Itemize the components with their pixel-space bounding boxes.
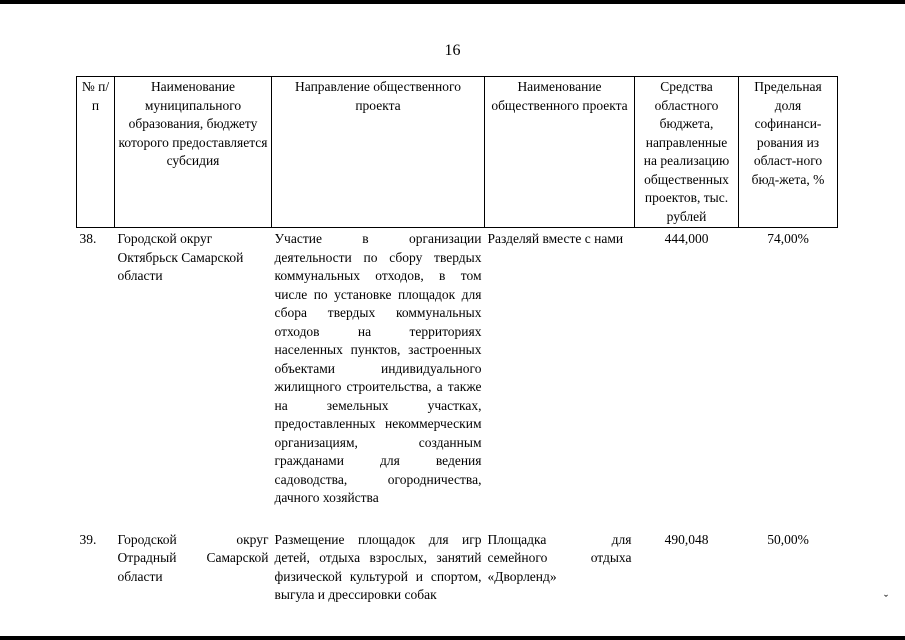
- row-municipality: Городской округ Октябрьск Самарской области: [117, 231, 244, 283]
- row-project: Разделяй вместе с нами: [487, 231, 624, 246]
- subsidy-table: [76, 76, 838, 606]
- row-share: 74,00%: [767, 231, 809, 246]
- row-number: 38.: [79, 231, 97, 246]
- row-project: Площадка для семейного отдыха «Дворленд»: [487, 531, 632, 584]
- bottom-border: [0, 636, 905, 640]
- row-number: 39.: [79, 531, 97, 547]
- table-header-row: [77, 77, 838, 228]
- row-funds: 490,048: [664, 531, 709, 547]
- header-funds: Средства областного бюджета, направленные на реализацию общественных проектов, тыс. рублей: [635, 77, 739, 228]
- table-row: [77, 530, 838, 606]
- header-number: № п/п: [77, 77, 115, 228]
- row-share: 50,00%: [767, 531, 809, 547]
- top-border: [0, 0, 905, 4]
- header-share: Предельная доля софинанси-рования из област-ного бюд-жета, %: [739, 77, 838, 228]
- scan-speck: ˇ: [884, 592, 888, 606]
- row-direction: Размещение площадок для игр детей, отдыха взрослых, занятий физической культурой и спортом, выгула и дрессировки собак: [274, 531, 482, 602]
- row-municipality: Городской округ Отрадный Самарской области: [117, 531, 269, 584]
- header-direction: Направление общественного проекта: [272, 77, 485, 228]
- page-number: 16: [444, 42, 461, 59]
- table-row: [77, 228, 838, 530]
- header-project: Наименование общественного проекта: [485, 77, 635, 228]
- row-direction: Участие в организации деятельности по сбору твердых коммунальных отходов, в том числе по установке площадок для сбора твердых коммунальных отходов на территориях населенных пунктов, застроенных объектами индивидуального жилищного строительства, а также на земельных участках, предоставленных некоммерческим организациям, созданным гражданами для ведения садоводства, огородничества, дачного хозяйства: [274, 231, 482, 505]
- header-municipality: Наименование муниципального образования, бюджету которого предоставляется субсидия: [115, 77, 272, 228]
- row-funds: 444,000: [664, 231, 709, 246]
